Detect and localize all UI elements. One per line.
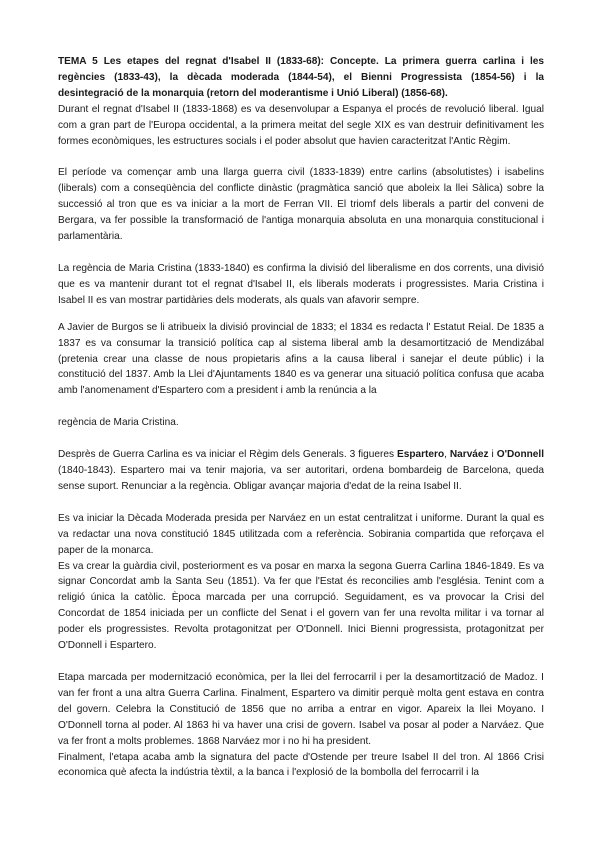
- name-odonnell: O'Donnell: [496, 449, 544, 461]
- paragraph-burgos: A Javier de Burgos se li atribueix la divisió provincial de 1833; el 1834 es redacta l' Estatut Reial. De 1835 a 1837 es va consumar la transició política cap al sistema liberal amb la desamortització de Mendizábal (pretenia crear una classe de nous propietaris afins a la causa liberal i sanejar el deute públic) i la constitució del 1837. Amb la Llei d'Ajuntaments 1840 es va generar una situació política confusa que acaba amb l'anomenament d'Espartero com a president i amb la renúncia a la: [58, 321, 544, 397]
- generals-body: (1840-1843). Espartero mai va tenir majoria, va ser autoritari, ordena bombardeig de Barcelona, queda sense suport. Renunciar a la regència. Obligar avançar majoria d'edat de la reina Isabel II.: [58, 465, 544, 492]
- document-page: [58, 54, 544, 781]
- generals-intro: Desprès de Guerra Carlina es va iniciar el Règim dels Generals. 3 figueres: [58, 449, 395, 461]
- paragraph-civil-war: El període va començar amb una llarga guerra civil (1833-1839) entre carlins (absolutistes) i isabelins (liberals) com a conseqüència del conflicte dinàstic (pragmàtica sanció que aboleix la llei Sàlica) sobre la successió al tron que es va iniciar a la mort de Ferran VII. El triomf dels liberals a partir del conveni de Bergara, va fer possible la transformació de l'antiga monarquia absoluta en una monarquia constitucional i parlamentària.: [58, 167, 544, 243]
- paragraph-modernization: Etapa marcada per modernització econòmica, per la llei del ferrocarril i per la desamortització de Madoz. I van fer front a una altra Guerra Carlina. Finalment, Espartero va dimitir perquè molta gent estava en contra del govern. Celebra la Constitució de 1856 que no arriba a entrar en vigor. Apareix la llei Moyano. I O'Donnell torna al poder. Al 1863 hi va haver una crisi de govern. Isabel va posar al poder a Narváez. Que va fer front a molts problemes. 1868 Narváez mor i no hi ha president.: [58, 672, 544, 747]
- paragraph-civil-guard: Es va crear la guàrdia civil, posteriorment es va posar en marxa la segona Guerra Carlina 1846-1849. Es va signar Concordat amb la Santa Seu (1851). Va fer que l'Estat és reconcilies amb l'església. Tenint com a religió única la catòlic. Època marcada per una corrupció. Seguidament, es va provocar la Crisi del Concordat de 1854 iniciada per un conflicte del Senat i el govern van fer una revolta militar i va tornar al poder els progressistes. Revolta protagonitzat per O'Donnell. Inici Bienni progressista, protagonitzat per O'Donnell i Espartero.: [58, 560, 544, 652]
- paragraph-moderate-decade: Es va iniciar la Dècada Moderada presida per Narváez en un estat centralitzat i uniforme. Durant la qual es va redactar una nova constitució 1845 utilitzada com a referència. Sobirania compartida que reforçava el paper de la monarca.: [58, 512, 544, 556]
- name-espartero: Espartero: [396, 449, 445, 461]
- paragraph-ostende: Finalment, l'etapa acaba amb la signatura del pacte d'Ostende per treure Isabel II del tron. Al 1866 Crisi economica què afecta la indústria tèxtil, a la banca i l'explosió de la bombolla del ferrocarril i la: [58, 751, 544, 779]
- paragraph-regency: La regència de Maria Cristina (1833-1840) es confirma la divisió del liberalisme en dos corrents, una divisió que es va mantenir durant tot el regnat d'Isabel II, els liberals moderats i progressistes. Maria Cristina i Isabel II es van mostrar partidàries dels moderats, als quals van afavorir sempre.: [58, 262, 544, 306]
- paragraph-intro: Durant el regnat d'Isabel II (1833-1868) es va desenvolupar a Espanya el procés de revolució liberal. Igual com a gran part de l'Europa occidental, a la primera meitat del segle XIX es van destruir definitivament les formes econòmiques, les estructures socials i el poder absolut que havien caracteritzat l'Antic Règim.: [58, 103, 544, 147]
- name-narvaez: Narváez: [449, 449, 489, 461]
- document-title: TEMA 5 Les etapes del regnat d'Isabel II (1833-68): Concepte. La primera guerra carlina i les regències (1833-43), la dècada moderada (1844-54), el Bienni Progressista (1854-56) i la desintegració de la monarquia (retorn del moderantisme i Unió Liberal) (1856-68).: [58, 56, 544, 99]
- paragraph-regency-end: regència de Maria Cristina.: [58, 417, 179, 429]
- paragraph-generals: Desprès de Guerra Carlina es va iniciar el Règim dels Generals. 3 figueres Espartero, Narváez i O'Donnell (1840-1843). Espartero mai va tenir majoria, va ser autoritari, ordena bombardeig de Barcelona, queda sense suport. Renunciar a la regència. Obligar avançar majoria d'edat de la reina Isabel II.: [58, 449, 544, 492]
